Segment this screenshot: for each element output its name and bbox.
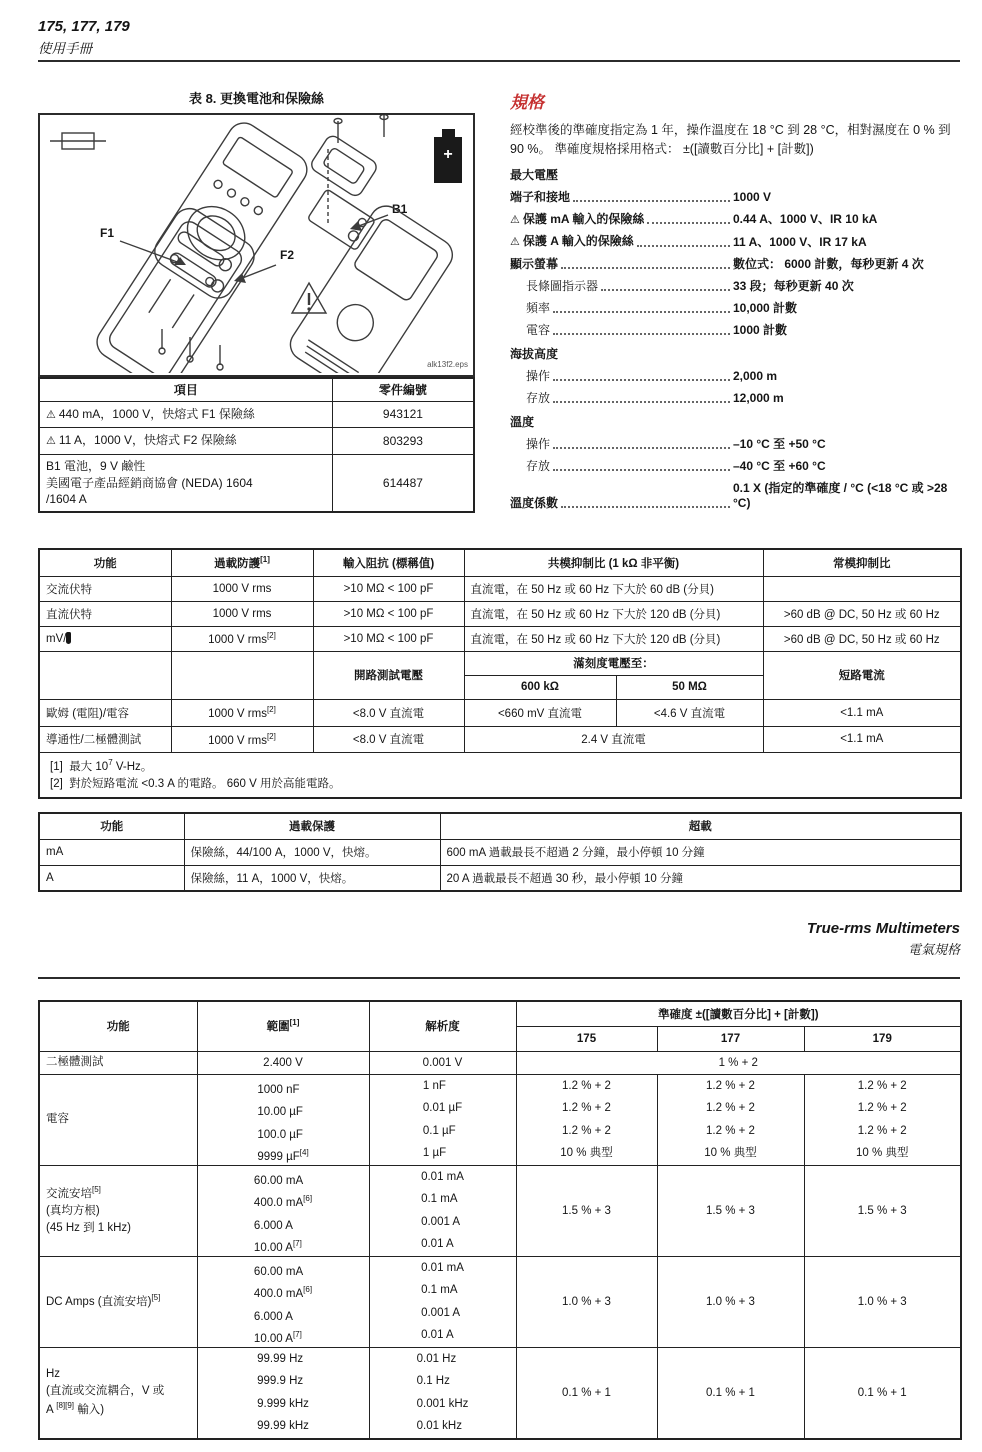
open-test-voltage: <8.0 V 直流電 xyxy=(313,726,464,752)
spec-line xyxy=(510,391,960,406)
spec-line xyxy=(510,369,960,384)
part-number: 943121 xyxy=(332,401,474,427)
acc-resolution-list: 0.01 Hz 0.1 Hz 0.001 kHz 0.01 kHz xyxy=(369,1347,516,1439)
acc-header-175: 175 xyxy=(516,1026,657,1051)
nmrr-value: >60 dB @ DC, 50 Hz 或 60 Hz xyxy=(763,601,961,626)
empty-cell xyxy=(39,651,171,699)
spec-label: 溫度係數 xyxy=(510,496,559,510)
open-test-voltage-header: 開路測試電壓 xyxy=(313,651,464,699)
table-row xyxy=(39,865,961,891)
cmrr-ovp: 1000 V rms xyxy=(171,601,313,626)
spec-value: 1000 計數 xyxy=(733,323,788,337)
spec-label: 操作 xyxy=(526,437,551,451)
spec-line xyxy=(510,459,960,474)
acc-range-list: 99.99 Hz 999.9 Hz 9.999 kHz 99.99 kHz xyxy=(197,1347,369,1439)
table-row xyxy=(39,839,961,865)
cmrr-func: mV/ xyxy=(39,626,171,651)
footnote-1: [1] 最大 $10^7$ V-Hz。 xyxy=(50,757,153,773)
table-row xyxy=(39,401,474,427)
header-rule xyxy=(38,60,960,62)
spec-label: 存放 xyxy=(526,459,551,473)
nmrr-value: >60 dB @ DC, 50 Hz 或 60 Hz xyxy=(763,626,961,651)
spec-label: 端子和接地 xyxy=(510,189,571,204)
leader-dots xyxy=(647,222,730,224)
spec-line xyxy=(510,481,960,511)
spec-heading-max-voltage: 最大電壓 xyxy=(510,167,559,182)
short-circuit-header: 短路電流 xyxy=(763,651,961,699)
spec-value: 1000 V xyxy=(733,189,772,204)
table-row xyxy=(39,1051,961,1074)
electrical-title: True-rms Multimeters xyxy=(806,920,960,937)
spec-line xyxy=(510,323,960,338)
leader-dots xyxy=(553,401,730,403)
leader-dots xyxy=(573,200,730,202)
acc-header-177: 177 xyxy=(657,1026,804,1051)
acc-range: 2.400 V xyxy=(197,1051,369,1074)
specs-intro: 經校準後的準確度指定為 1 年，操作溫度在 18 °C 到 28 °C，相對濕度在 0 % 到 90 %。 準確度規格採用格式： ±([讀數百分比] + [計數]) xyxy=(510,123,951,156)
spec-line xyxy=(510,301,960,316)
warning-icon: ⚠ xyxy=(46,408,56,421)
electrical-heading xyxy=(38,920,960,958)
table8-caption: 表 8. 更換電池和保險絲 xyxy=(188,91,325,106)
warning-icon: ⚠ xyxy=(510,213,520,226)
specs-section xyxy=(510,88,960,511)
warning-triangle-icon xyxy=(292,283,326,313)
cmrr-header-cmrr: 共模抑制比 (1 kΩ 非平衡) xyxy=(464,549,763,576)
acc-resolution: 0.001 V xyxy=(369,1051,516,1074)
spec-label: 操作 xyxy=(526,369,551,383)
spec-heading-temperature: 溫度 xyxy=(510,415,535,429)
acc-header-accuracy: 準確度 ±([讀數百分比] + [計數]) xyxy=(516,1001,961,1026)
cmrr-value: 直流電，在 50 Hz 或 60 Hz 下大於 60 dB (分貝) xyxy=(464,576,763,601)
spec-value: 數位式： 6000 計數，每秒更新 4 次 xyxy=(733,257,924,271)
part-number: 803293 xyxy=(332,427,474,454)
leader-dots xyxy=(553,311,730,313)
cmrr-func: 直流伏特 xyxy=(39,601,171,626)
acc-177-list: 1.2 % + 2 1.2 % + 2 1.2 % + 2 10 % 典型 xyxy=(657,1074,804,1165)
part-item: 11 A，1000 V，快熔式 F2 保險絲 xyxy=(58,433,237,448)
overload-func: mA xyxy=(39,839,184,865)
fuse-f1 xyxy=(176,230,234,273)
acc-func: 二極體測試 xyxy=(39,1051,197,1074)
overload-protection: 保險絲，44/100 A，1000 V，快熔。 xyxy=(184,839,440,865)
fullscale-merged: 2.4 V 直流電 xyxy=(464,726,763,752)
leader-dots xyxy=(553,469,730,471)
acc-resolution-list: 0.01 mA 0.1 mA 0.001 A 0.01 A xyxy=(369,1256,516,1347)
thermometer-icon xyxy=(66,632,71,644)
spec-label: 顯示螢幕 xyxy=(510,257,559,271)
acc-func: 交流安培[5] (真均方根) (45 Hz 到 1 kHz) xyxy=(39,1165,197,1256)
cmrr-ovp: 1000 V rms xyxy=(171,576,313,601)
acc-func: Hz (直流或交流耦合，V 或 A [8][9] 輸入) xyxy=(39,1347,197,1439)
acc-175-list: 1.2 % + 2 1.2 % + 2 1.2 % + 2 10 % 典型 xyxy=(516,1074,657,1165)
spec-value: 11 A、1000 V、IR 17 kA xyxy=(733,235,867,249)
cmrr-value: 直流電，在 50 Hz 或 60 Hz 下大於 120 dB (分貝) xyxy=(464,626,763,651)
overload-protection: 保險絲，11 A，1000 V，快熔。 xyxy=(184,865,440,891)
cmrr-value: 直流電，在 50 Hz 或 60 Hz 下大於 120 dB (分貝) xyxy=(464,601,763,626)
spec-label: 頻率 xyxy=(526,301,551,315)
acc-header-resolution: 解析度 xyxy=(369,1001,516,1051)
svg-text:+: + xyxy=(443,146,453,163)
acc-header-func: 功能 xyxy=(39,1001,197,1051)
overload-limit: 20 A 過載最長不超過 30 秒，最小停頓 10 分鐘 xyxy=(440,865,961,891)
warning-icon: ⚠ xyxy=(46,435,56,448)
cmrr-func: 交流伏特 xyxy=(39,576,171,601)
table-row xyxy=(39,1074,961,1165)
svg-text:F1: F1 xyxy=(100,226,115,240)
spec-value: 10,000 計數 xyxy=(733,301,798,315)
part-item-line: B1 電池，9 V 鹼性 xyxy=(46,459,146,474)
spec-value: –40 °C 至 +60 °C xyxy=(733,459,826,473)
spec-label: 電容 xyxy=(526,323,551,337)
table-footnotes xyxy=(39,752,961,798)
leader-dots xyxy=(601,289,730,291)
full-scale-header: 滿刻度電壓至： xyxy=(464,651,763,675)
cmrr-header-func: 功能 xyxy=(39,549,171,576)
svg-text:B1: B1 xyxy=(392,202,408,216)
overload-header-protection: 過載保護 xyxy=(184,813,440,839)
spec-label: 存放 xyxy=(526,391,551,405)
case-screws xyxy=(159,329,223,370)
svg-text:F2: F2 xyxy=(280,248,295,262)
table-row xyxy=(39,601,961,626)
table-row xyxy=(39,427,474,454)
leader-dots xyxy=(553,447,730,449)
overload-func: A xyxy=(39,865,184,891)
spec-line xyxy=(510,257,960,272)
acc-177: 1.5 % + 3 xyxy=(657,1165,804,1256)
overload-header-func: 功能 xyxy=(39,813,184,839)
acc-179: 1.0 % + 3 xyxy=(804,1256,961,1347)
spec-line xyxy=(510,279,960,294)
parts-header-partno: 零件編號 xyxy=(332,378,474,401)
table-row xyxy=(39,576,961,601)
acc-resolution-list: 1 nF 0.01 µF 0.1 µF 1 µF xyxy=(369,1074,516,1165)
acc-177: 1.0 % + 3 xyxy=(657,1256,804,1347)
spec-value: –10 °C 至 +50 °C xyxy=(733,437,826,451)
spec-line xyxy=(510,234,960,250)
cmrr-header-nmrr: 常模抑制比 xyxy=(763,549,961,576)
overload-table xyxy=(38,812,962,892)
label-f1 xyxy=(100,226,186,265)
spec-value: 0.44 A、1000 V、IR 10 kA xyxy=(733,212,878,227)
parts-header-item: 項目 xyxy=(39,378,332,401)
cmrr-func: 歐姆 (電阻)/電容 xyxy=(39,699,171,726)
fullscale-600k: <660 mV 直流電 xyxy=(464,699,616,726)
table-row xyxy=(39,1347,961,1439)
acc-range-list: 1000 nF 10.00 µF 100.0 µF 9999 µF[4] xyxy=(197,1074,369,1165)
table-row xyxy=(39,1165,961,1256)
spec-line xyxy=(510,190,960,205)
overload-header-overload: 超載 xyxy=(440,813,961,839)
cmrr-ovp: 1000 V rms[2] xyxy=(171,626,313,651)
leader-dots xyxy=(561,267,730,269)
doc-subtitle: 使用手冊 xyxy=(38,41,92,56)
doc-models: 175, 177, 179 xyxy=(38,18,130,35)
meter-fuse-compartment xyxy=(91,203,260,373)
acc-177: 0.1 % + 1 xyxy=(657,1347,804,1439)
cmrr-ovp: 1000 V rms[2] xyxy=(171,726,313,752)
table-row xyxy=(39,699,961,726)
spec-line xyxy=(510,212,960,228)
empty-cell xyxy=(171,651,313,699)
acc-175: 1.0 % + 3 xyxy=(516,1256,657,1347)
meter-front-case xyxy=(149,117,313,304)
spec-value: 33 段；每秒更新 40 次 xyxy=(733,279,854,293)
acc-179: 1.5 % + 3 xyxy=(804,1165,961,1256)
acc-func: 電容 xyxy=(39,1074,197,1165)
cmrr-func: 導通性/二極體測試 xyxy=(39,726,171,752)
nmrr-value xyxy=(763,576,961,601)
acc-merged-value: 1 % + 2 xyxy=(516,1051,961,1074)
warning-icon: ⚠ xyxy=(510,236,520,249)
spec-label: 長條圖指示器 xyxy=(526,279,599,293)
leader-dots xyxy=(561,506,730,508)
doc-header xyxy=(38,18,130,57)
col-600k-header: 600 kΩ xyxy=(464,675,616,699)
spec-value: 2,000 m xyxy=(733,369,778,383)
acc-header-range: 範圍[1] xyxy=(197,1001,369,1051)
table8-section xyxy=(38,88,475,513)
short-circuit-current: <1.1 mA xyxy=(763,699,961,726)
leader-dots xyxy=(553,379,730,381)
part-number: 614487 xyxy=(332,454,474,512)
table-row xyxy=(39,726,961,752)
acc-175: 1.5 % + 3 xyxy=(516,1165,657,1256)
spec-label: 保護 A 輸入的保險絲 xyxy=(522,234,634,249)
acc-179-list: 1.2 % + 2 1.2 % + 2 1.2 % + 2 10 % 典型 xyxy=(804,1074,961,1165)
leader-dots xyxy=(553,333,730,335)
spec-heading-altitude: 海拔高度 xyxy=(510,347,559,361)
spec-value: 0.1 X (指定的準確度 / °C (<18 °C 或 >28 °C) xyxy=(733,481,948,510)
acc-header-179: 179 xyxy=(804,1026,961,1051)
battery-icon xyxy=(434,129,462,183)
electrical-rule xyxy=(38,977,960,979)
part-item-line: 美國電子產品經銷商協會 (NEDA) 1604 xyxy=(46,475,253,490)
figure-file-label: alk13f2.eps xyxy=(427,360,468,369)
cmrr-impedance: >10 MΩ < 100 pF xyxy=(313,601,464,626)
table-row xyxy=(39,454,474,512)
acc-range-list: 60.00 mA 400.0 mA[6] 6.000 A 10.00 A[7] xyxy=(197,1165,369,1256)
label-f2 xyxy=(234,248,294,283)
parts-table xyxy=(38,377,475,513)
fullscale-50m: <4.6 V 直流電 xyxy=(616,699,763,726)
cmrr-table xyxy=(38,548,962,799)
acc-resolution-list: 0.01 mA 0.1 mA 0.001 A 0.01 A xyxy=(369,1165,516,1256)
acc-func: DC Amps (直流安培)[5] xyxy=(39,1256,197,1347)
electrical-subtitle: 電氣規格 xyxy=(907,942,960,957)
cmrr-header-impedance: 輸入阻抗 (標稱值) xyxy=(313,549,464,576)
spec-line xyxy=(510,437,960,452)
open-test-voltage: <8.0 V 直流電 xyxy=(313,699,464,726)
accuracy-table xyxy=(38,1000,962,1440)
acc-179: 0.1 % + 1 xyxy=(804,1347,961,1439)
spec-label: 保護 mA 輸入的保險絲 xyxy=(522,211,645,226)
table-row xyxy=(39,626,961,651)
exploded-view-illustration xyxy=(40,115,473,373)
table-row xyxy=(39,1256,961,1347)
battery-door xyxy=(309,115,388,225)
fuse-icon xyxy=(50,133,106,149)
cmrr-impedance: >10 MΩ < 100 pF xyxy=(313,576,464,601)
part-item: 440 mA，1000 V，快熔式 F1 保險絲 xyxy=(58,406,255,421)
overload-limit: 600 mA 過載最長不超過 2 分鐘，最小停頓 10 分鐘 xyxy=(440,839,961,865)
footnote-2: [2] 對於短路電流 <0.3 A 的電路。 660 V 用於高能電路。 xyxy=(50,777,341,790)
battery-fuse-diagram xyxy=(38,113,475,377)
acc-range-list: 60.00 mA 400.0 mA[6] 6.000 A 10.00 A[7] xyxy=(197,1256,369,1347)
cmrr-impedance: >10 MΩ < 100 pF xyxy=(313,626,464,651)
leader-dots xyxy=(637,245,730,247)
acc-175: 0.1 % + 1 xyxy=(516,1347,657,1439)
short-circuit-current: <1.1 mA xyxy=(763,726,961,752)
specs-title: 規格 xyxy=(510,93,544,112)
battery-9v xyxy=(307,189,375,251)
col-50m-header: 50 MΩ xyxy=(616,675,763,699)
spec-value: 12,000 m xyxy=(733,391,784,405)
cmrr-header-ovp: 過載防護[1] xyxy=(171,549,313,576)
part-item-line: /1604 A xyxy=(46,491,87,506)
cmrr-ovp: 1000 V rms[2] xyxy=(171,699,313,726)
